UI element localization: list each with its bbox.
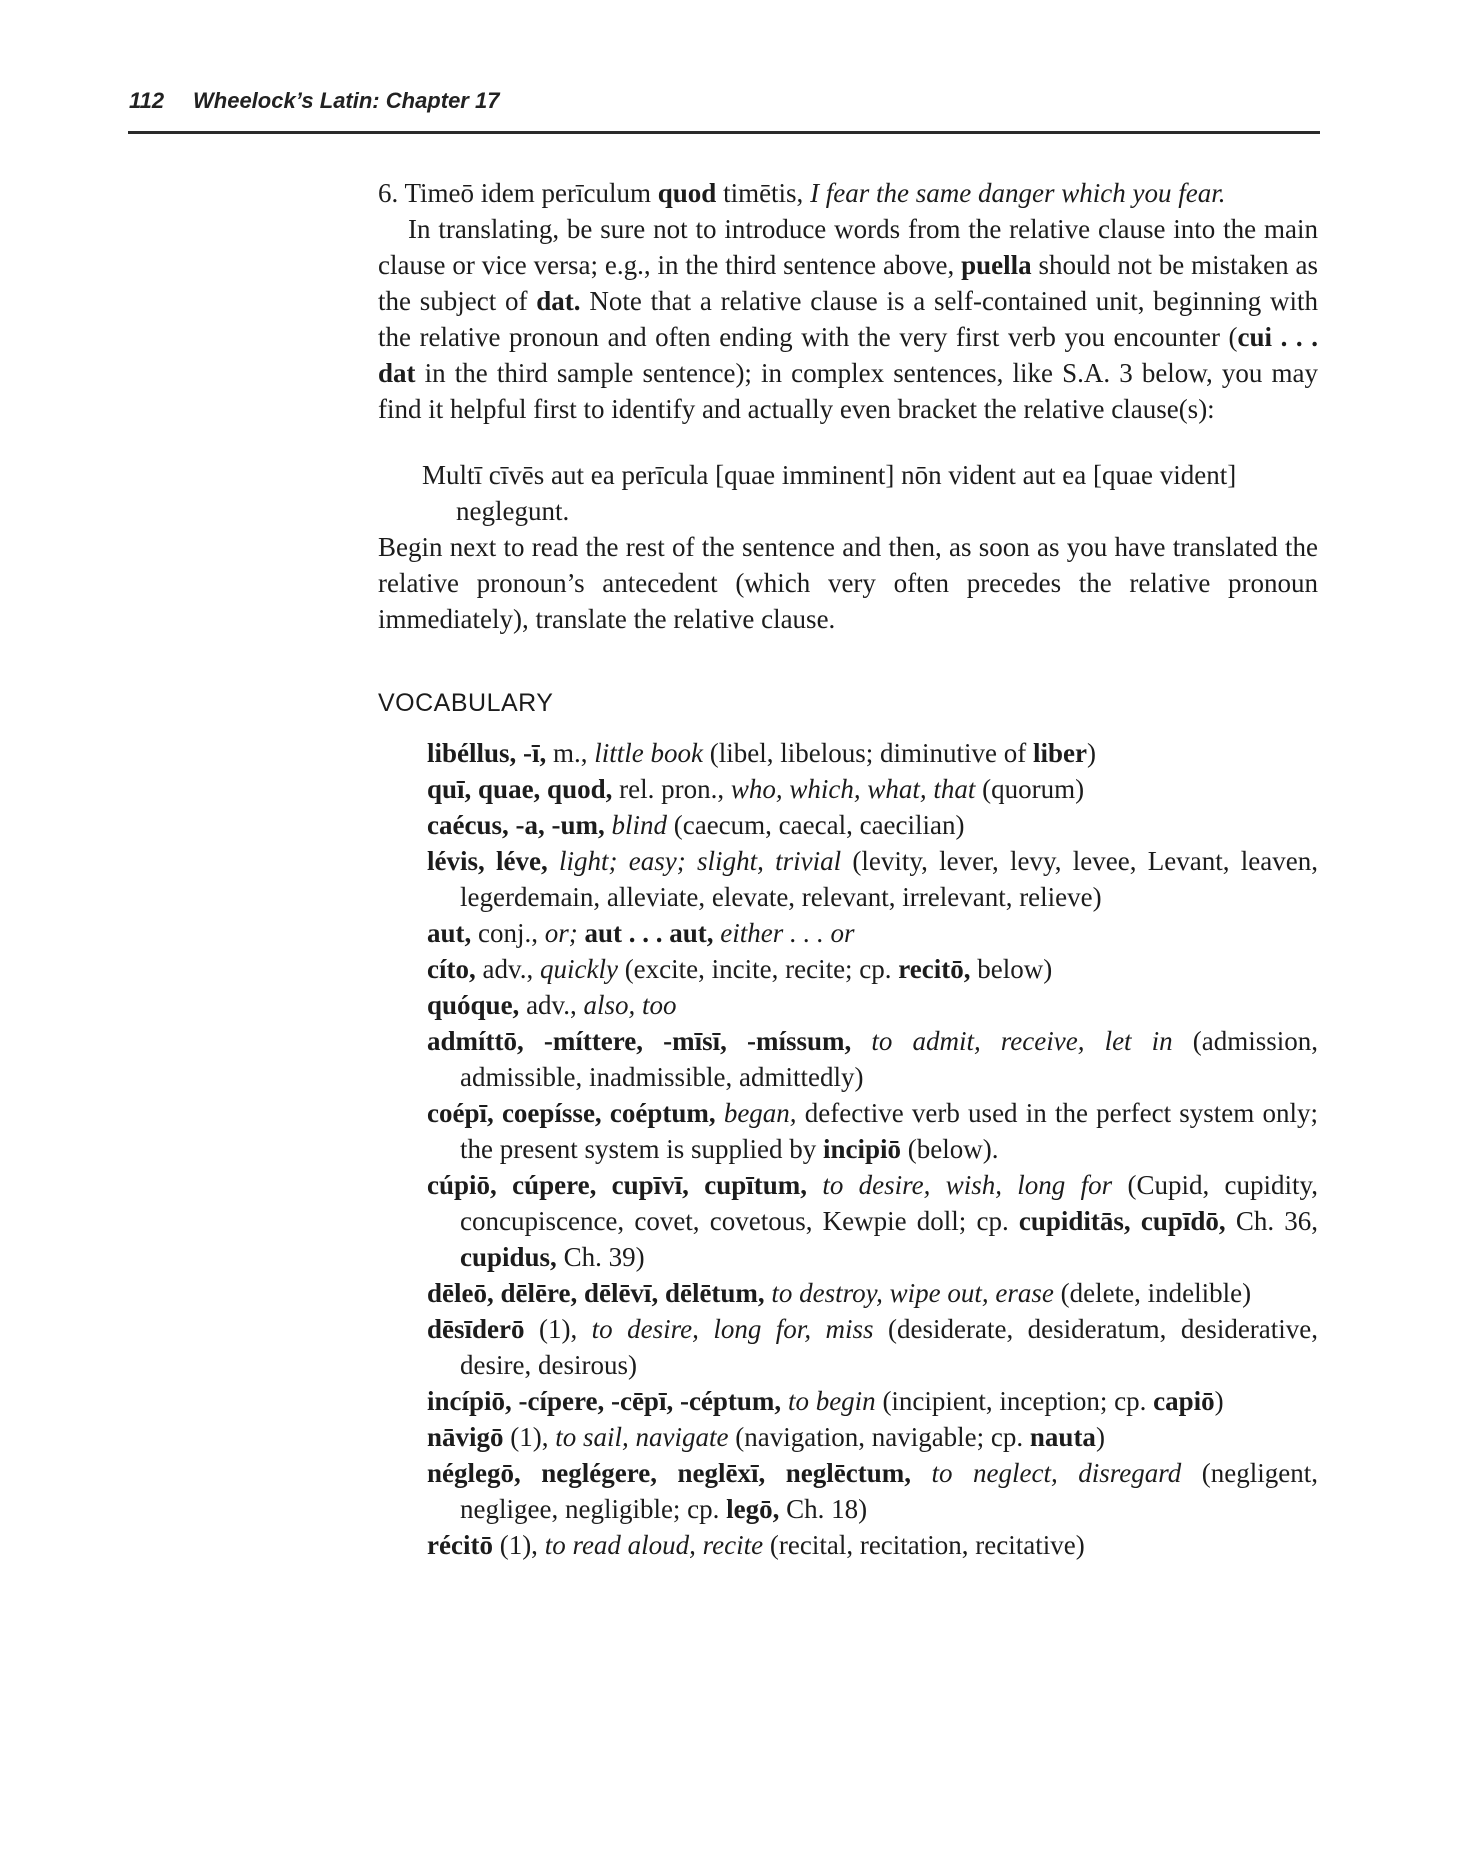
vocab-entry: cúpiō, cúpere, cupīvī, cupītum, to desire, wish, long for (Cupid, cupidity, concupiscence, covet, covetous, Kewpie doll; cp. cupiditās, cupīdō, Ch. 36, cupidus, Ch. 39) <box>427 1170 1319 1272</box>
vocab-entry: lévis, léve, light; easy; slight, trivial (levity, lever, levy, levee, Levant, leaven, legerdemain, alleviate, elevate, relevant, irrelevant, relieve) <box>427 846 1318 912</box>
vocabulary-list <box>427 735 1318 1563</box>
vocab-entry: caécus, -a, -um, blind (caecum, caecal, caecilian) <box>427 810 965 840</box>
header-rule <box>128 131 1320 134</box>
vocab-entry: aut, conj., or; aut . . . aut, either . . . or <box>427 918 855 948</box>
vocab-entry: incípiō, -cípere, -cēpī, -céptum, to begin (incipient, inception; cp. capiō) <box>427 1386 1224 1416</box>
vocabulary-heading: VOCABULARY <box>378 689 554 717</box>
vocab-entry: néglegō, neglégere, neglēxī, neglēctum, to neglect, disregard (negligent, negligee, negligible; cp. legō, Ch. 18) <box>427 1458 1319 1524</box>
vocab-entry: dēleō, dēlēre, dēlēvī, dēlētum, to destroy, wipe out, erase (delete, indelible) <box>427 1278 1252 1308</box>
vocab-entry: dēsīderō (1), to desire, long for, miss (desiderate, desideratum, desiderative, desire, desirous) <box>427 1314 1319 1380</box>
translation-advice-paragraph: In translating, be sure not to introduce words from the relative clause into the main clause or vice versa; e.g., in the third sentence above, puella should not be mistaken as the subject of dat. Note that a relative clause is a self-contained unit, beginning with the relative pronoun and often ending with the very first verb you encounter (cui . . . dat in the third sample sentence); in complex sentences, like S.A. 3 below, you may find it helpful first to identify and actually even bracket the relative clause(s): <box>378 214 1319 424</box>
vocab-entry: quóque, adv., also, too <box>427 990 677 1020</box>
vocab-entry: libéllus, -ī, m., little book (libel, libelous; diminutive of liber) <box>427 738 1096 768</box>
running-header <box>129 88 1329 114</box>
vocab-entry: coépī, coepísse, coéptum, began, defective verb used in the perfect system only; the present system is supplied by incipiō (below). <box>427 1098 1318 1164</box>
vocab-entry: nāvigō (1), to sail, navigate (navigation, navigable; cp. nauta) <box>427 1422 1105 1452</box>
example-sentence-6: 6. Timeō idem perīculum quod timētis, I fear the same danger which you fear. <box>378 178 1226 208</box>
vocab-entry: récitō (1), to read aloud, recite (recital, recitation, recitative) <box>427 1530 1085 1560</box>
reading-advice-paragraph: Begin next to read the rest of the sentence and then, as soon as you have translated the relative pronoun’s antecedent (which very often precedes the relative pronoun immediately), translate the relative clause. <box>378 532 1318 634</box>
page-number: 112 <box>129 88 165 113</box>
bracketed-example: Multī cīvēs aut ea perīcula [quae imminent] nōn vident aut ea [quae vident] neglegunt. <box>422 460 1237 526</box>
page-body <box>378 175 1318 1563</box>
vocab-entry: cíto, adv., quickly (excite, incite, recite; cp. recitō, below) <box>427 954 1053 984</box>
vocab-entry: admíttō, -míttere, -mīsī, -míssum, to admit, receive, let in (admission, admissible, inadmissible, admittedly) <box>427 1026 1319 1092</box>
running-title: Wheelock’s Latin: Chapter 17 <box>193 88 500 113</box>
vocab-entry: quī, quae, quod, rel. pron., who, which, what, that (quorum) <box>427 774 1085 804</box>
